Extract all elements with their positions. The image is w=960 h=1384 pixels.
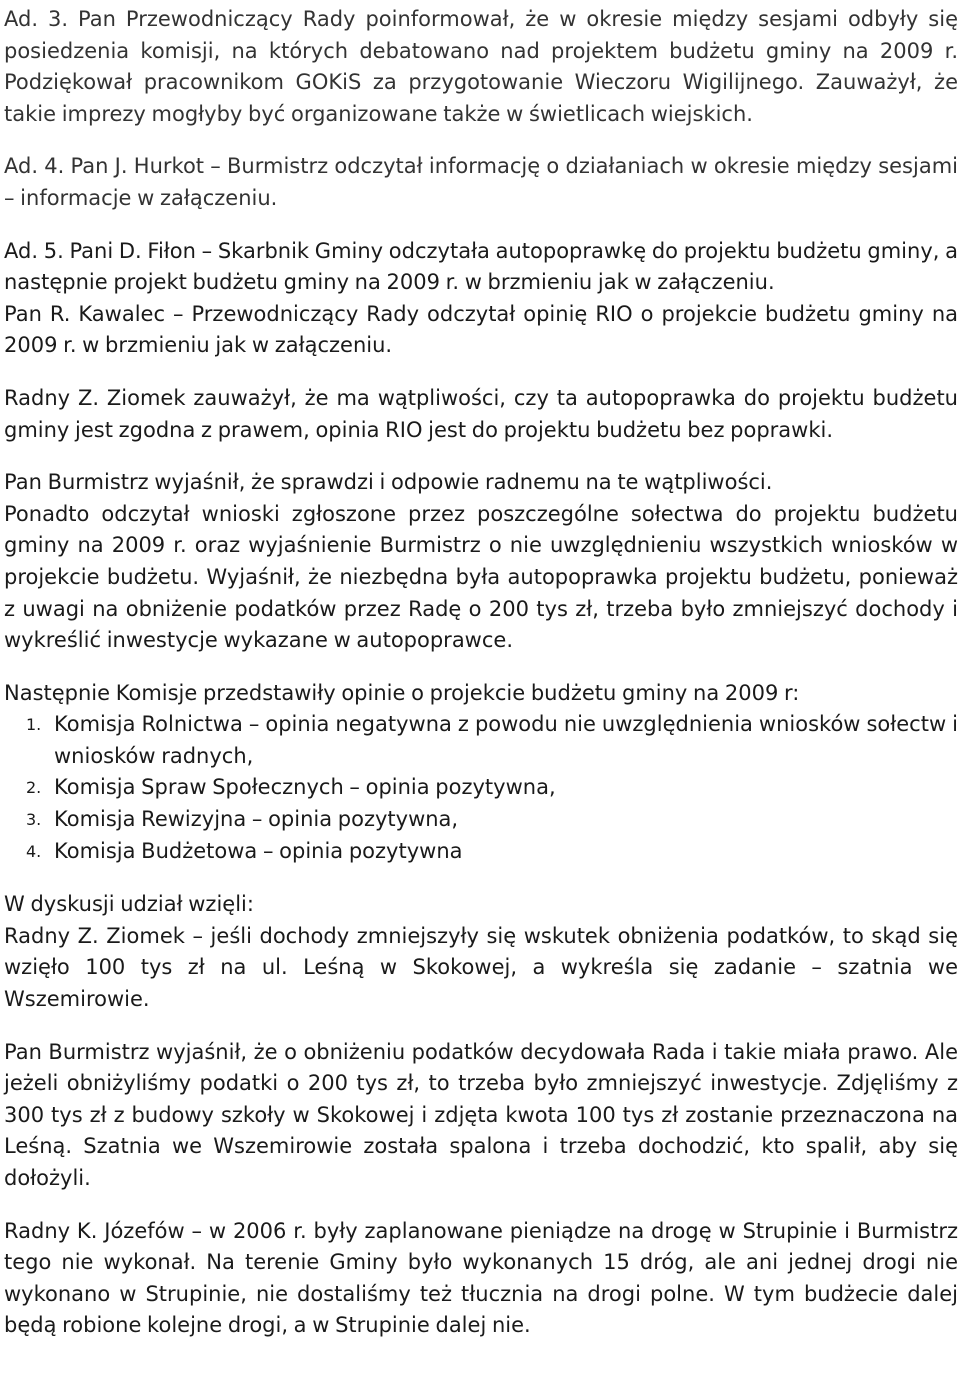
paragraph-jozefow: Radny K. Józefów – w 2006 r. były zaplanowane pieniądze na drogę w Strupinie i Burmistrz tego nie wykonał. Na terenie Gminy było wykonanych 15 dróg, ale ani jednej drogi nie wykonano w Strupinie, nie dostaliśmy też tłucznia na drogi polne. W tym budżecie dalej będą robione kolejne drogi, a w Strupinie dalej nie. bbox=[4, 1218, 958, 1338]
paragraph-ziomek-2: Radny Z. Ziomek – jeśli dochody zmniejszyły się wskutek obniżenia podatków, to skąd się wzięło 100 tys zł na ul. Leśną w Skokowej, a wykreśla się zadanie – szatnia we Wszemirowie. bbox=[4, 923, 958, 1012]
list-item-text: Komisja Rewizyjna – opinia pozytywna, bbox=[54, 807, 459, 832]
paragraph-kawalec: Pan R. Kawalec – Przewodniczący Rady odczytał opinię RIO o projekcie budżetu gminy na 2009 r. w brzmieniu jak w załączeniu. bbox=[4, 301, 958, 358]
paragraph-burmistrz-1: Pan Burmistrz wyjaśnił, że sprawdzi i odpowie radnemu na te wątpliwości. bbox=[4, 470, 773, 495]
paragraph-ziomek-1: Radny Z. Ziomek zauważył, że ma wątpliwości, czy ta autopoprawka do projektu budżetu gminy jest zgodna z prawem, opinia RIO jest do projektu budżetu bez poprawki. bbox=[4, 385, 958, 442]
list-item bbox=[4, 772, 958, 804]
list-item bbox=[4, 709, 958, 772]
list-item-number: 1. bbox=[26, 715, 42, 735]
list-item-number: 2. bbox=[26, 778, 42, 798]
paragraph-komisje-intro: Następnie Komisje przedstawiły opinie o projekcie budżetu gminy na 2009 r: bbox=[4, 680, 800, 705]
paragraph-ad3: Ad. 3. Pan Przewodniczący Rady poinformował, że w okresie między sesjami odbyły się posiedzenia komisji, na których debatowano nad projektem budżetu gminy na 2009 r. Podziękował pracownikom GOKiS za przygotowanie Wieczoru Wigilijnego. Zauważył, że takie imprezy mogłyby być organizowane także w świetlicach wiejskich. bbox=[4, 7, 958, 126]
list-item-text: Komisja Rolnictwa – opinia negatywna z powodu nie uwzględnienia wniosków sołectw i wniosków radnych, bbox=[54, 712, 958, 768]
paragraph-ad5: Ad. 5. Pani D. Fiłon – Skarbnik Gminy odczytała autopoprawkę do projektu budżetu gminy, a następnie projekt budżetu gminy na 2009 r. w brzmieniu jak w załączeniu. bbox=[4, 238, 958, 295]
list-item-number: 4. bbox=[26, 841, 42, 861]
paragraph-burmistrz-2: Pan Burmistrz wyjaśnił, że o obniżeniu podatków decydowała Rada i takie miała prawo. Ale jeżeli obniżyliśmy podatki o 200 tys zł, to trzeba było zmniejszyć inwestycje. Zdjęliśmy z 300 tys zł z budowy szkoły w Skokowej i zdjęta kwota 100 tys zł zostanie przeznaczona na Leśną. Szatnia we Wszemirowie została spalona i trzeba dochodzić, kto spalił, aby się dołożyli. bbox=[4, 1039, 958, 1190]
document-page bbox=[4, 0, 958, 1342]
paragraph-dyskusja: W dyskusji udział wzięli: bbox=[4, 892, 254, 917]
list-item bbox=[4, 836, 958, 868]
list-item-text: Komisja Spraw Społecznych – opinia pozytywna, bbox=[54, 775, 556, 800]
list-item bbox=[4, 804, 958, 836]
paragraph-ponadto: Ponadto odczytał wnioski zgłoszone przez poszczególne sołectwa do projektu budżetu gminy na 2009 r. oraz wyjaśnienie Burmistrz o nie uwzględnieniu wszystkich wniosków w projekcie budżetu. Wyjaśnił, że niezbędna była autopoprawka projektu budżetu, ponieważ z uwagi na obniżenie podatków przez Radę o 200 tys zł, trzeba było zmniejszyć dochody i wykreślić inwestycje wykazane w autopoprawce. bbox=[4, 501, 958, 653]
list-item-text: Komisja Budżetowa – opinia pozytywna bbox=[54, 838, 463, 863]
paragraph-ad4: Ad. 4. Pan J. Hurkot – Burmistrz odczytał informację o działaniach w okresie między sesjami – informacje w załączeniu. bbox=[4, 154, 958, 210]
komisje-list bbox=[4, 709, 958, 867]
list-item-number: 3. bbox=[26, 810, 42, 830]
